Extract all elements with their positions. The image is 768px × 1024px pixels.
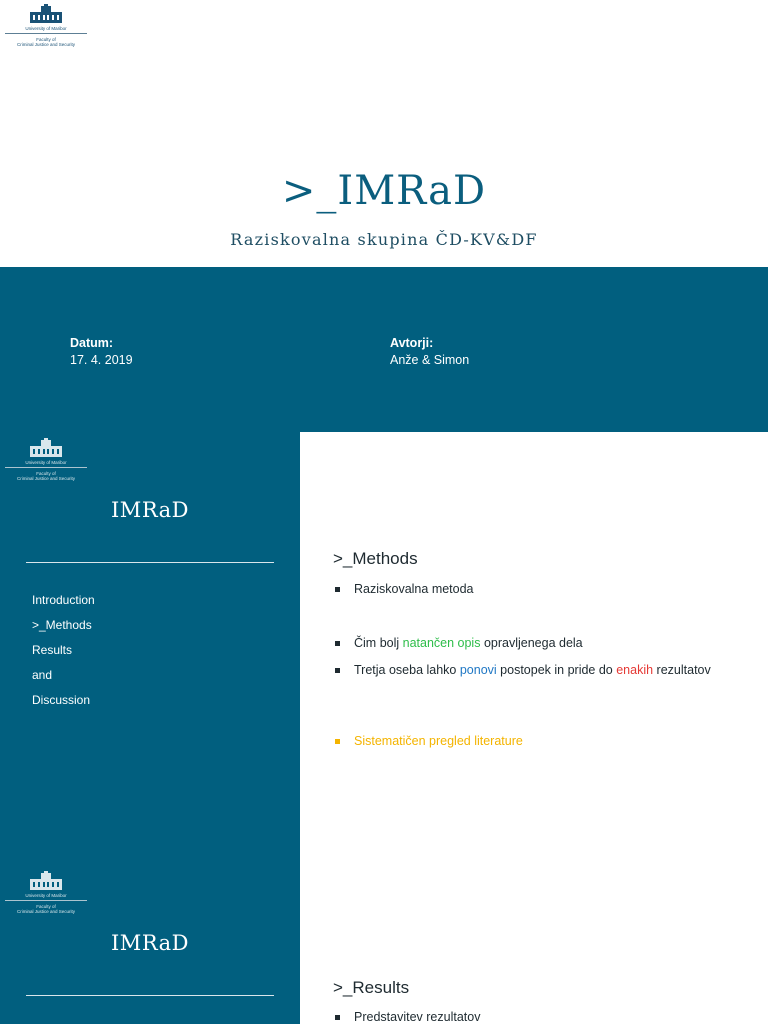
logo-faculty-line1: Faculty of (36, 37, 56, 42)
bullet-text: opravljenega dela (480, 636, 583, 650)
university-logo (4, 438, 88, 481)
bullet-text: postopek in pride do (496, 663, 617, 677)
university-building-icon (29, 871, 63, 891)
logo-faculty-name (17, 904, 75, 914)
logo-faculty-line2: Criminal Justice and Security (16, 476, 76, 481)
date-block (70, 335, 133, 369)
logo-faculty-line2: Criminal Justice and Security (16, 909, 76, 914)
university-logo (4, 4, 88, 47)
agenda-item-introduction: Introduction (32, 593, 95, 607)
agenda-item-discussion: Discussion (32, 693, 91, 707)
side-panel (0, 432, 300, 865)
logo-divider (5, 900, 87, 901)
agenda-item-methods: >_Methods (32, 618, 92, 632)
bullet-precise-description (333, 635, 733, 652)
logo-faculty-name (17, 37, 75, 47)
highlight-red-text: enakih (616, 663, 654, 677)
logo-university-name: University of Maribor (25, 460, 67, 465)
side-title: IMRaD (111, 931, 189, 955)
logo-university-name: University of Maribor (25, 26, 67, 31)
logo-faculty-line1: Faculty of (36, 904, 56, 909)
logo-divider (5, 467, 87, 468)
university-building-icon (29, 438, 63, 458)
bullet-reproducibility (333, 662, 733, 679)
methods-slide (0, 432, 768, 865)
logo-divider (5, 33, 87, 34)
title-slide (0, 0, 768, 432)
date-value: 17. 4. 2019 (70, 353, 133, 367)
university-building-icon (29, 4, 63, 24)
authors-value: Anže & Simon (390, 353, 470, 367)
logo-faculty-name (17, 471, 75, 481)
highlight-blue-text: ponovi (459, 663, 497, 677)
date-label: Datum: (70, 336, 114, 350)
title-info-band (0, 267, 768, 432)
section-heading: >_Results (333, 978, 410, 997)
slide-content (300, 865, 768, 1024)
bullet-text: Tretja oseba lahko (354, 663, 460, 677)
bullet-text: rezultatov (653, 663, 711, 677)
highlight-green-text: natančen opis (402, 636, 481, 650)
logo-faculty-line1: Faculty of (36, 471, 56, 476)
bullet-results-presentation: Predstavitev rezultatov (333, 1009, 733, 1024)
presentation-title: >_IMRaD (281, 168, 487, 214)
authors-block (390, 335, 469, 369)
authors-label: Avtorji: (390, 336, 434, 350)
side-title: IMRaD (111, 498, 189, 522)
logo-university-name: University of Maribor (25, 893, 67, 898)
university-logo (4, 871, 88, 914)
slide-content (300, 432, 768, 865)
agenda-item-results: Results (32, 643, 73, 657)
agenda-item-and: and (32, 668, 53, 682)
bullet-literature-review: Sistematičen pregled literature (333, 733, 733, 750)
results-slide (0, 865, 768, 1024)
side-divider (26, 995, 274, 996)
section-heading: >_Methods (333, 549, 418, 568)
side-panel (0, 865, 300, 1024)
logo-faculty-line2: Criminal Justice and Security (16, 42, 76, 47)
side-divider (26, 562, 274, 563)
agenda-list (32, 592, 95, 717)
bullet-text: Čim bolj (354, 636, 403, 650)
presentation-subtitle: Raziskovalna skupina ČD-KV&DF (230, 230, 538, 249)
bullet-research-method: Raziskovalna metoda (333, 581, 733, 598)
